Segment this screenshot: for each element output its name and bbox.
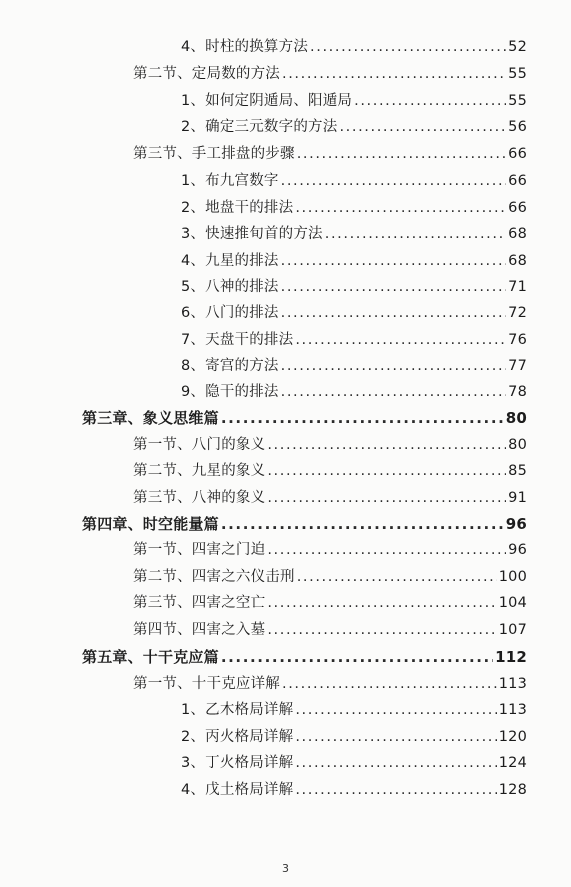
toc-entry-label: 第四节、四害之入墓 [133,622,266,638]
toc-entry-label: 第二节、四害之六仪击刑 [133,569,295,585]
toc-entry-page: 76 [508,332,527,348]
toc-entry-label: 4、九星的排法 [181,253,279,269]
toc-entry [133,567,527,587]
toc-entry [133,144,527,164]
toc-entry-page: 68 [508,226,527,242]
toc-entry [181,356,527,376]
toc-entry-page: 113 [498,676,527,692]
dot-leader [281,303,507,323]
dot-leader [282,64,506,84]
toc-entry-label: 2、丙火格局详解 [181,729,294,745]
dot-leader [267,435,506,455]
toc-entry-label: 第三章、象义思维篇 [82,409,219,427]
toc-entry-label: 6、八门的排法 [181,305,279,321]
toc-entry-page: 128 [498,782,527,798]
dot-leader [325,224,506,244]
dot-leader [281,251,507,271]
dot-leader [267,461,506,481]
toc-entry [181,198,527,218]
toc-entry-label: 4、时柱的换算方法 [181,39,309,55]
toc-entry-label: 第二节、九星的象义 [133,463,266,479]
dot-leader [339,117,506,137]
toc-entry-label: 9、隐干的排法 [181,384,279,400]
toc-entry-label: 2、确定三元数字的方法 [181,119,338,135]
toc-entry [133,620,527,640]
toc-entry-label: 第三节、手工排盘的步骤 [133,146,295,162]
toc-entry [133,593,527,613]
dot-leader [297,144,506,164]
dot-leader [221,514,504,534]
toc-entry [181,780,527,800]
toc-entry-label: 第一节、四害之门迫 [133,542,266,558]
toc-entry-label: 第三节、八神的象义 [133,490,266,506]
toc-entry-label: 1、如何定阴遁局、阳遁局 [181,93,353,109]
toc-entry-label: 4、戊土格局详解 [181,782,294,798]
toc-entry-page: 66 [508,173,527,189]
toc-entry-page: 71 [508,279,527,295]
toc-entry [181,330,527,350]
dot-leader [295,753,496,773]
toc-entry [181,727,527,747]
dot-leader [267,620,496,640]
dot-leader [281,171,507,191]
toc-entry [181,303,527,323]
toc-entry [133,64,527,84]
toc-entry [133,674,527,694]
dot-leader [310,37,506,57]
toc-entry-label: 第二节、定局数的方法 [133,66,280,82]
toc-entry-page: 112 [495,648,527,666]
toc-entry-label: 第三节、四害之空亡 [133,595,266,611]
toc-entry-page: 68 [508,253,527,269]
dot-leader [267,488,506,508]
toc-entry-label: 5、八神的排法 [181,279,279,295]
dot-leader [281,356,507,376]
toc-entry [181,91,527,111]
dot-leader [267,540,506,560]
toc-entry [181,224,527,244]
toc-entry-label: 第五章、十干克应篇 [82,648,219,666]
dot-leader [221,647,493,667]
toc-entry [181,700,527,720]
toc-entry-page: 85 [508,463,527,479]
toc-chapter-entry [82,408,527,428]
toc-entry-label: 3、丁火格局详解 [181,755,294,771]
toc-entry [181,753,527,773]
dot-leader [297,567,497,587]
toc-entry-label: 第四章、时空能量篇 [82,515,219,533]
toc-entry-page: 91 [508,490,527,506]
toc-entry [133,435,527,455]
toc-entry-page: 52 [508,39,527,55]
toc-entry-label: 1、乙木格局详解 [181,702,294,718]
dot-leader [295,780,496,800]
toc-entry [181,382,527,402]
toc-entry [181,171,527,191]
toc-entry-page: 78 [508,384,527,400]
dot-leader [267,593,496,613]
toc-entry-page: 104 [498,595,527,611]
toc-entry [181,251,527,271]
toc-entry-label: 第一节、十干克应详解 [133,676,280,692]
dot-leader [295,198,506,218]
toc-entry [133,488,527,508]
toc-entry-page: 120 [498,729,527,745]
toc-entry-page: 55 [508,66,527,82]
toc-entry-page: 113 [498,702,527,718]
dot-leader [295,700,496,720]
toc-entry-page: 80 [505,409,527,427]
toc-chapter-entry [82,647,527,667]
dot-leader [295,330,506,350]
toc-entry-page: 107 [498,622,527,638]
toc-entry-page: 77 [508,358,527,374]
toc-entry-label: 1、布九宫数字 [181,173,279,189]
dot-leader [354,91,506,111]
dot-leader [221,408,504,428]
toc-entry-page: 96 [505,515,527,533]
page-number: 3 [282,862,289,875]
toc-entry-page: 80 [508,437,527,453]
toc-entry-page: 66 [508,200,527,216]
toc-entry-label: 8、寄宫的方法 [181,358,279,374]
toc-entry-label: 3、快速推旬首的方法 [181,226,323,242]
toc-chapter-entry [82,514,527,534]
toc-entry-page: 56 [508,119,527,135]
toc-entry-label: 第一节、八门的象义 [133,437,266,453]
toc-entry-page: 72 [508,305,527,321]
toc-entry-page: 124 [498,755,527,771]
dot-leader [281,382,507,402]
dot-leader [282,674,497,694]
toc-entry [133,461,527,481]
toc-entry-page: 96 [508,542,527,558]
dot-leader [295,727,496,747]
toc-entry [181,117,527,137]
toc-entry [181,277,527,297]
toc-entry [181,37,527,57]
dot-leader [281,277,507,297]
toc-entry-page: 66 [508,146,527,162]
toc-entry-page: 100 [498,569,527,585]
toc-entry [133,540,527,560]
toc-entry-label: 7、天盘干的排法 [181,332,294,348]
toc-entry-page: 55 [508,93,527,109]
toc-entry-label: 2、地盘干的排法 [181,200,294,216]
